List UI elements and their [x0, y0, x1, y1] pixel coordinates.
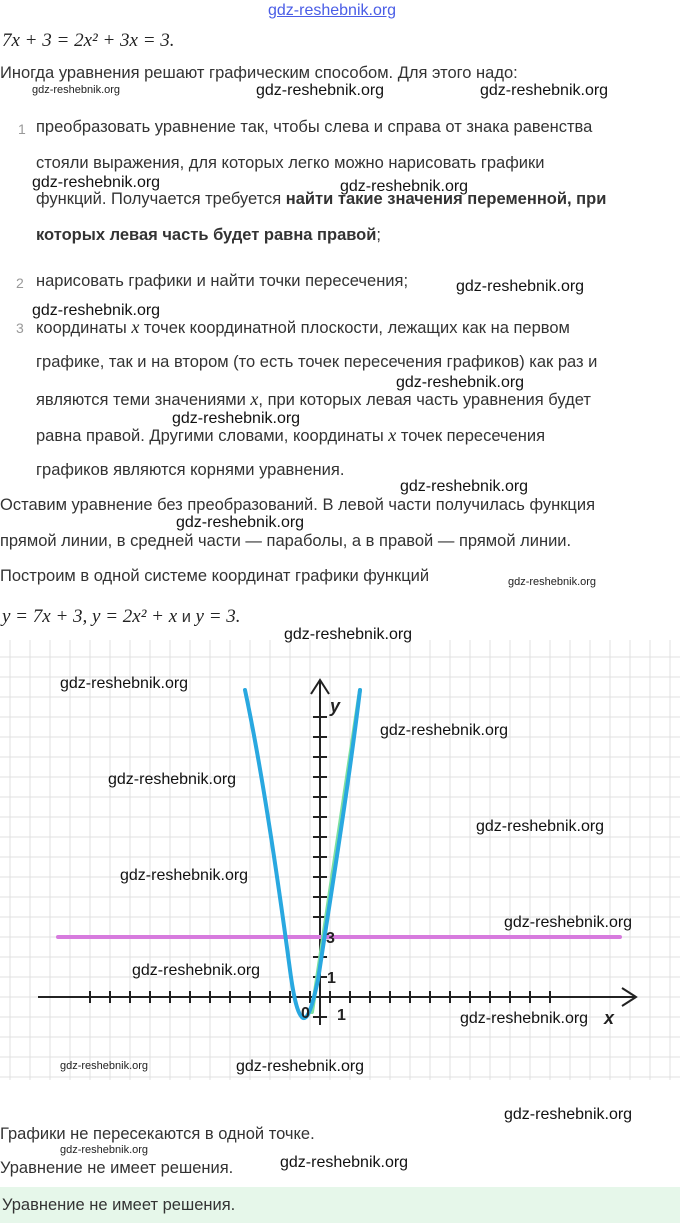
step-1-line-4-bold: которых левая часть будет равна правой: [36, 226, 377, 244]
step-1-line-3-bold: найти такие значения переменной, при: [285, 190, 607, 208]
step-3-line-1b: точек координатной плоскости, лежащих как на первом: [139, 319, 570, 337]
step-number-1: 1: [18, 121, 26, 137]
watermark: gdz-reshebnik.org: [132, 962, 261, 979]
watermark: gdz-reshebnik.org: [120, 867, 249, 884]
step-2-line-1: нарисовать графики и найти точки пересечения;: [36, 272, 409, 290]
answer-box: [0, 1187, 680, 1223]
step-3-var-x: x: [131, 317, 140, 337]
intro-text: Иногда уравнения решают графическим способом. Для этого надо:: [0, 64, 518, 82]
watermark: gdz-reshebnik.org: [508, 576, 597, 588]
conclusion-1: Графики не пересекаются в одной точке.: [0, 1125, 315, 1143]
step-1-line-4: [36, 226, 381, 245]
watermark: gdz-reshebnik.org: [400, 478, 529, 495]
step-3-line-1a: координаты: [36, 319, 132, 337]
origin-label: 0: [301, 1005, 310, 1022]
step-1-line-4-end: ;: [376, 226, 382, 244]
step-1-line-1: преобразовать уравнение так, чтобы слева и справа от знака равенства: [36, 118, 593, 136]
equation-top: 7x + 3 = 2x² + 3x = 3.: [2, 30, 175, 51]
functions-f2: y = 3.: [195, 606, 241, 627]
functions-f1: y = 7x + 3, y = 2x² + x: [2, 606, 178, 627]
watermark: gdz-reshebnik.org: [256, 82, 385, 99]
watermark: gdz-reshebnik.org: [60, 1060, 149, 1072]
step-3-line-5: графиков являются корнями уравнения.: [36, 461, 345, 479]
step-number-3: 3: [16, 320, 24, 336]
step-3-line-3: [36, 389, 591, 410]
watermark: gdz-reshebnik.org: [280, 1154, 409, 1171]
x-axis-label: x: [604, 1008, 615, 1028]
step-3-line-4a: равна правой. Другими словами, координаты: [36, 427, 389, 445]
watermark: gdz-reshebnik.org: [476, 818, 605, 835]
step-3-line-3a: являются теми значениями: [36, 391, 251, 409]
watermark: gdz-reshebnik.org: [480, 82, 609, 99]
step-3-line-1: [36, 317, 570, 338]
watermark: gdz-reshebnik.org: [32, 174, 161, 191]
watermark: gdz-reshebnik.org: [460, 1010, 589, 1027]
step-1-line-2: стояли выражения, для которых легко можно нарисовать графики: [36, 154, 545, 172]
step-1-line-3-plain: функций. Получается требуется: [36, 190, 286, 208]
watermark: gdz-reshebnik.org: [176, 514, 305, 531]
watermark: gdz-reshebnik.org: [504, 914, 633, 931]
watermark: gdz-reshebnik.org: [172, 410, 301, 427]
y-tick-label-1: 1: [327, 970, 336, 987]
watermark: gdz-reshebnik.org: [60, 1144, 149, 1156]
conclusion-2: Уравнение не имеет решения.: [0, 1159, 234, 1177]
step-number-2: 2: [16, 275, 24, 291]
watermark: gdz-reshebnik.org: [284, 626, 413, 643]
step-1-line-3: [36, 190, 606, 209]
watermark: gdz-reshebnik.org: [504, 1106, 633, 1123]
step-3-line-4: [36, 425, 545, 446]
step-3-line-2: графике, так и на втором (то есть точек пересечения графиков) как раз и: [36, 353, 598, 371]
answer-text: Уравнение не имеет решения.: [2, 1196, 236, 1214]
watermark: gdz-reshebnik.org: [456, 278, 585, 295]
x-tick-label-1: 1: [337, 1007, 346, 1024]
step-3-var-x-3: x: [388, 425, 397, 445]
watermark: gdz-reshebnik.org: [340, 178, 469, 195]
para-1-line-1: Оставим уравнение без преобразований. В левой части получилась функция: [0, 496, 596, 514]
step-3-var-x-2: x: [250, 389, 259, 409]
para-1-line-2: прямой линии, в средней части — параболы, а в правой — прямой линии.: [0, 532, 572, 550]
watermark: gdz-reshebnik.org: [108, 771, 237, 788]
watermark: gdz-reshebnik.org: [396, 374, 525, 391]
para-2: Построим в одной системе координат графики функций: [0, 567, 430, 585]
step-3-line-3b: , при которых левая часть уравнения будет: [258, 391, 591, 409]
watermark: gdz-reshebnik.org: [32, 84, 121, 96]
y-tick-label-3: 3: [326, 930, 335, 947]
watermark-link[interactable]: gdz-reshebnik.org: [268, 2, 397, 19]
functions-conj: и: [177, 608, 196, 626]
watermark: gdz-reshebnik.org: [236, 1058, 365, 1075]
watermark: gdz-reshebnik.org: [32, 302, 161, 319]
y-axis-label: y: [330, 696, 341, 716]
step-3-line-4b: точек пересечения: [396, 427, 546, 445]
watermark: gdz-reshebnik.org: [380, 722, 509, 739]
functions-line: [2, 606, 241, 628]
watermark: gdz-reshebnik.org: [60, 675, 189, 692]
